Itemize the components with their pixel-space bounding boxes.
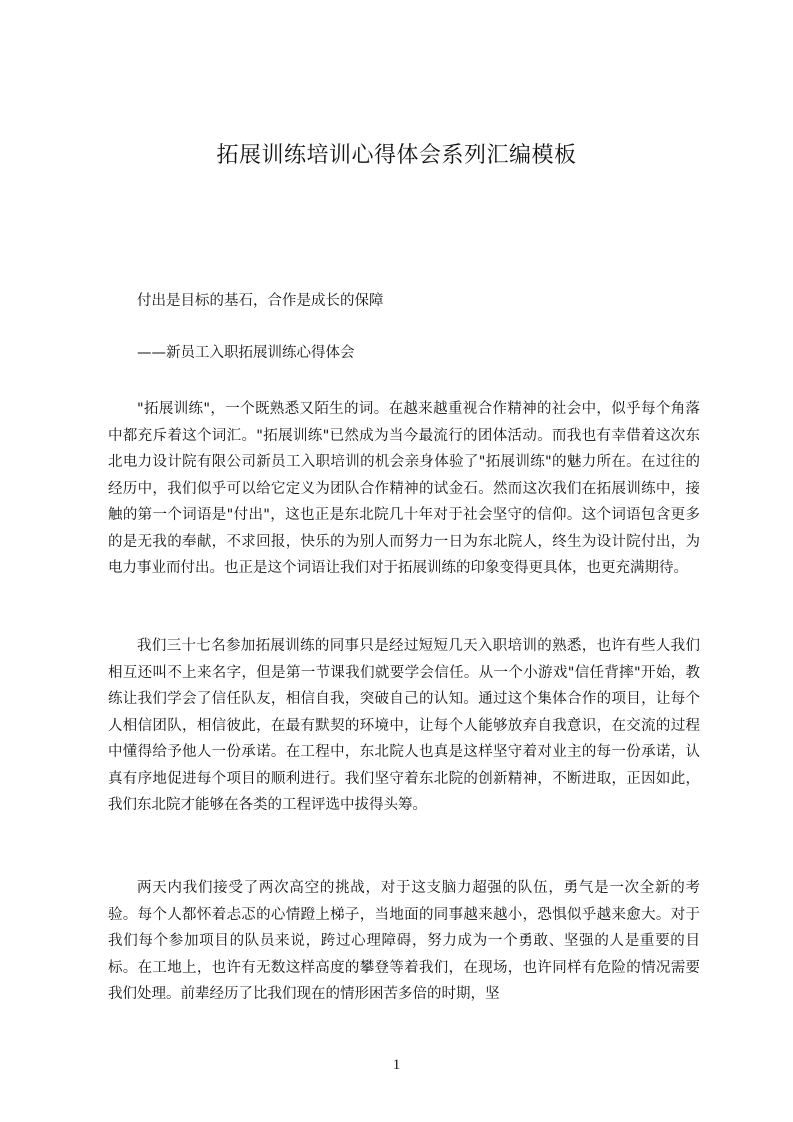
body-paragraph-2: 我们三十七名参加拓展训练的同事只是经过短短几天入职培训的熟悉，也许有些人我们相互还叫不上来名字，但是第一节课我们就要学会信任。从一个小游戏"信任背摔"开始，教练让我们学会了信任队友，相信自我，突破自己的认知。通过这个集体合作的项目，让每个人相信团队，相信彼此，在最有默契的环境中，让每个人能够放弃自我意识，在交流的过程中懂得给予他人一份承诺。在工程中，东北院人也真是这样坚守着对业主的每一份承诺，认真有序地促进每个项目的顺利进行。我们坚守着东北院的创新精神，不断进取，正因如此，我们东北院才能够在各类的工程评选中拔得头筹。: [108, 638, 700, 813]
document-title: 拓展训练培训心得体会系列汇编模板: [216, 143, 577, 168]
body-paragraph-3: 两天内我们接受了两次高空的挑战，对于这支脑力超强的队伍，勇气是一次全新的考验。每个人都怀着忐忑的心情蹬上梯子，当地面的同事越来越小，恐惧似乎越来愈大。对于我们每个参加项目的队员来说，跨过心理障碍，努力成为一个勇敢、坚强的人是重要的目标。在工地上，也许有无数这样高度的攀登等着我们，在现场，也许同样有危险的情况需要我们处理。前辈经历了比我们现在的情形困苦多倍的时期，坚: [108, 880, 700, 1002]
body-paragraph-1: "拓展训练"，一个既熟悉又陌生的词。在越来越重视合作精神的社会中，似乎每个角落中都充斥着这个词汇。"拓展训练"已然成为当今最流行的团体活动。而我也有幸借着这次东北电力设计院有限公司新员工入职培训的机会亲身体验了"拓展训练"的魅力所在。在过往的经历中，我们似乎可以给它定义为团队合作精神的试金石。然而这次我们在拓展训练中，接触的第一个词语是"付出"，这也正是东北院几十年对于社会坚守的信仰。这个词语包含更多的是无我的奉献，不求回报，快乐的为别人而努力一日为东北院人，终生为设计院付出，为电力事业而付出。也正是这个词语让我们对于拓展训练的印象变得更具体，也更充满期待。: [108, 401, 700, 576]
document-byline: ——新员工入职拓展训练心得体会: [137, 345, 355, 361]
document-subtitle: 付出是目标的基石，合作是成长的保障: [137, 293, 384, 309]
page-number: 1: [392, 1057, 401, 1073]
